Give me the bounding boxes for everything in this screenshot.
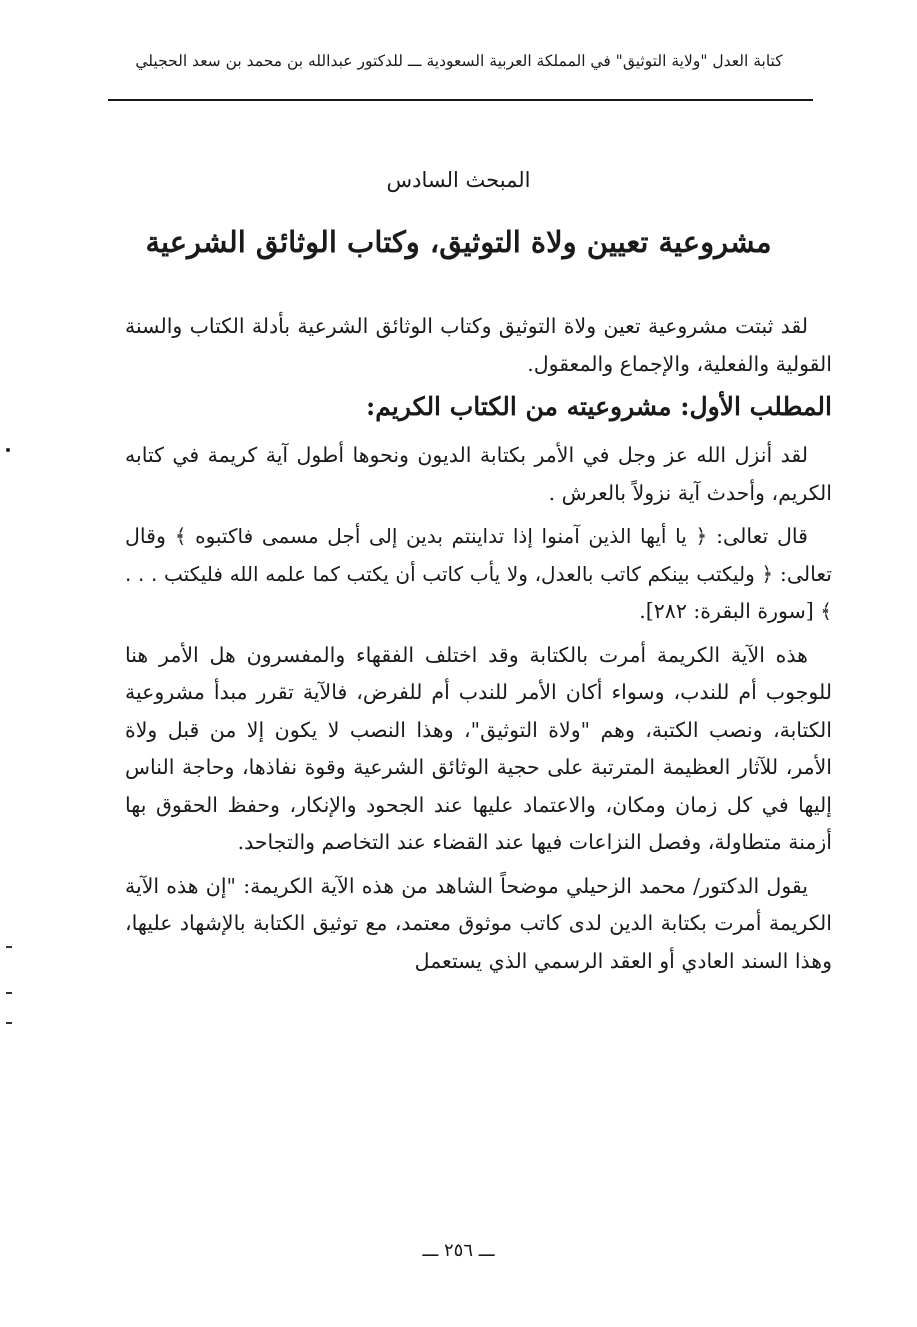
section-title: مشروعية تعيين ولاة التوثيق، وكتاب الوثائق الشرعية (145, 225, 772, 259)
body-text (125, 308, 832, 980)
verse-connector: وقال تعالى: (125, 524, 832, 586)
section-label: المبحث السادس (386, 168, 531, 192)
intro-paragraph: لقد ثبتت مشروعية تعين ولاة التوثيق وكتاب الوثائق الشرعية بأدلة الكتاب والسنة القولية والفعلية، والإجماع والمعقول. (125, 314, 832, 376)
scan-speck (6, 992, 12, 994)
paragraph-2 (125, 518, 832, 631)
subheading: المطلب الأول: مشروعيته من الكتاب الكريم: (366, 392, 832, 421)
paragraph-3: هذه الآية الكريمة أمرت بالكتابة وقد اختلف الفقهاء والمفسرون هل الأمر هنا للوجوب أم للندب، وسواء أكان الأمر للندب أم للفرض، فالآية تقرر مبدأ مشروعية الكتابة، ونصب الكتبة، وهم "ولاة التوثيق"، وهذا النصب لا يكون إلا من قبل ولاة الأمر، للآثار العظيمة المترتبة على حجية الوثائق الشرعية وقوة نفاذها، وحاجة الناس إليها في كل زمان ومكان، والاعتماد عليها عند الجحود والإنكار، وحفظ الحقوق بها أزمنة متطاولة، وفصل النزاعات فيها عند القضاء عند التخاصم والتجاحد. (125, 642, 832, 854)
paragraph-1: لقد أنزل الله عز وجل في الأمر بكتابة الديون ونحوها أطول آية كريمة في كتابه الكريم، وأحدث آية نزولاً بالعرش . (125, 443, 832, 505)
running-header: كتابة العدل "ولاية التوثيق" في المملكة العربية السعودية ـــ للدكتور عبدالله بن محمد بن سعد الحجيلي (135, 52, 783, 70)
quran-verse-2: ﴿ وليكتب بينكم كاتب بالعدل، ولا يأب كاتب أن يكتب كما علمه الله فليكتب . . . ﴾ (125, 561, 832, 623)
verse-reference: [سورة البقرة: ٢٨٢]. (639, 599, 814, 623)
header-rule (108, 99, 813, 101)
verse-intro: قال تعالى: (716, 524, 808, 548)
scan-speck (6, 448, 10, 452)
page-number: ـــ ٢٥٦ ـــ (422, 1240, 495, 1261)
scan-speck (6, 946, 12, 948)
scan-speck (6, 1022, 12, 1024)
quran-verse-1: ﴿ يا أيها الذين آمنوا إذا تداينتم بدين إلى أجل مسمى فاكتبوه ﴾ (174, 524, 708, 548)
paragraph-4: يقول الدكتور/ محمد الزحيلي موضحاً الشاهد من هذه الآية الكريمة: "إن هذه الآية الكريمة أمرت بكتابة الدين لدى كاتب موثوق معتمد، مع توثيق الكتابة بالإشهاد عليها، وهذا السند العادي أو العقد الرسمي الذي يستعمل (125, 873, 832, 973)
